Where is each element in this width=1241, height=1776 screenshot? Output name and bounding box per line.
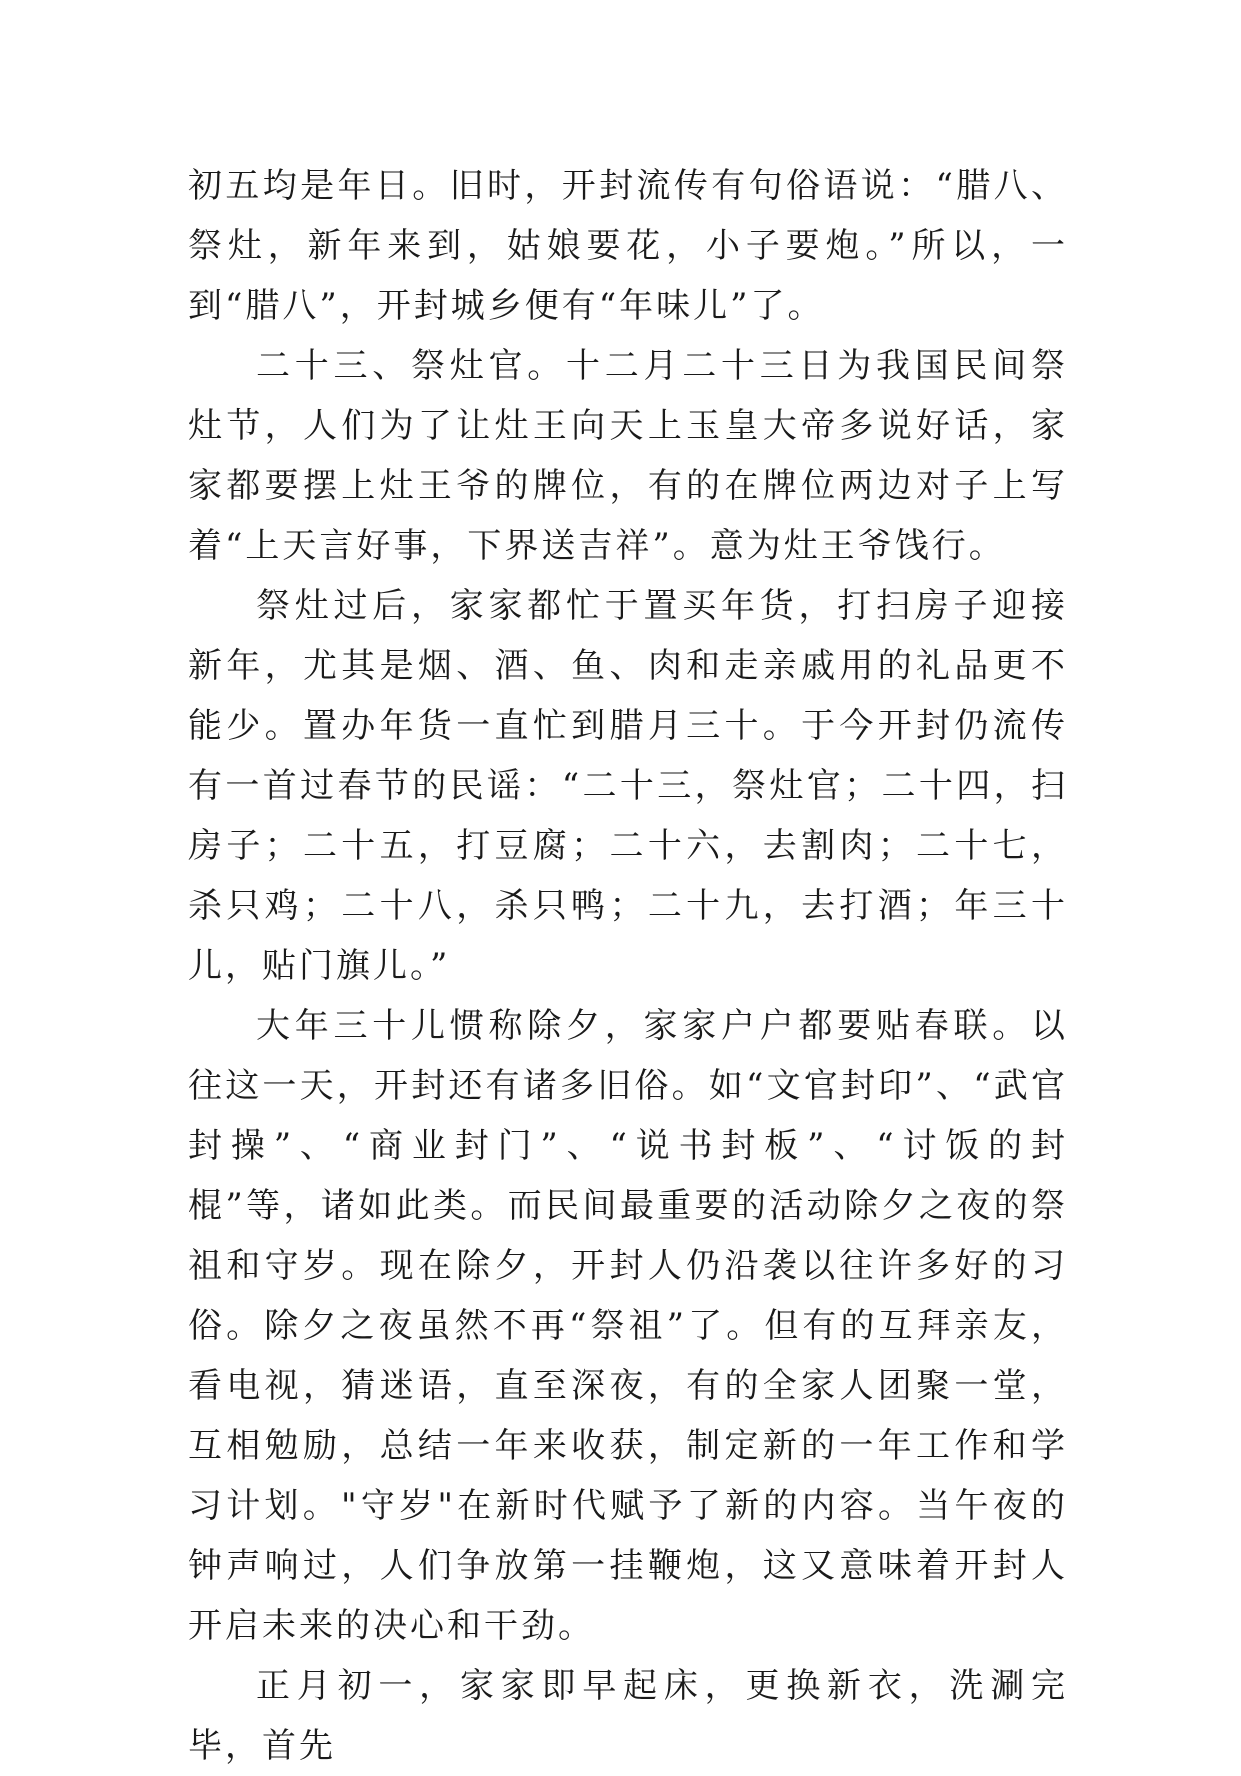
- paragraph-2: 二十三、祭灶官。十二月二十三日为我国民间祭灶节，人们为了让灶王向天上玉皇大帝多说好话，家家都要摆上灶王爷的牌位，有的在牌位两边对子上写着“上天言好事，下界送吉祥”。意为灶王爷饯行。: [188, 346, 1068, 566]
- paragraph-5: 正月初一，家家即早起床，更换新衣，洗涮完毕，首先: [188, 1666, 1068, 1766]
- document-body: [188, 156, 1068, 1776]
- paragraph-3: 祭灶过后，家家都忙于置买年货，打扫房子迎接新年，尤其是烟、酒、鱼、肉和走亲戚用的礼品更不能少。置办年货一直忙到腊月三十。于今开封仍流传有一首过春节的民谣：“二十三，祭灶官；二十四，扫房子；二十五，打豆腐；二十六，去割肉；二十七，杀只鸡；二十八，杀只鸭；二十九，去打酒；年三十儿，贴门旗儿。”: [188, 586, 1068, 986]
- paragraph-1: 初五均是年日。旧时，开封流传有句俗语说：“腊八、祭灶，新年来到，姑娘要花，小子要炮。”所以，一到“腊八”，开封城乡便有“年味儿”了。: [188, 166, 1068, 326]
- paragraph-4: 大年三十儿惯称除夕，家家户户都要贴春联。以往这一天，开封还有诸多旧俗。如“文官封印”、“武官封操”、“商业封门”、“说书封板”、“讨饭的封棍”等，诸如此类。而民间最重要的活动除夕之夜的祭祖和守岁。现在除夕，开封人仍沿袭以往许多好的习俗。除夕之夜虽然不再“祭祖”了。但有的互拜亲友，看电视，猜迷语，直至深夜，有的全家人团聚一堂，互相勉励，总结一年来收获，制定新的一年工作和学习计划。"守岁"在新时代赋予了新的内容。当午夜的钟声响过，人们争放第一挂鞭炮，这又意味着开封人开启未来的决心和干劲。: [188, 1006, 1068, 1646]
